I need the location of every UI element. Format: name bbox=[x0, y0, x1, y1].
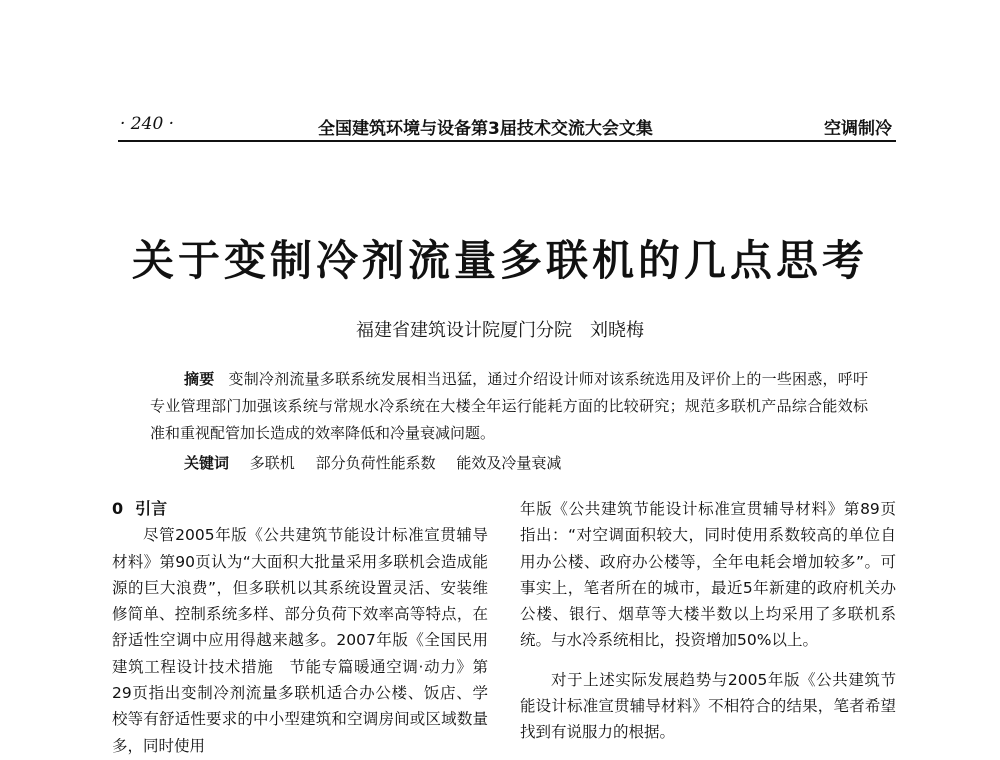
article-title: 关于变制冷剂流量多联机的几点思考 bbox=[131, 236, 868, 285]
keywords-label: 关键词 bbox=[184, 454, 230, 472]
keyword: 多联机 bbox=[249, 454, 295, 472]
abstract-label: 摘要 bbox=[184, 370, 215, 388]
author-name: 刘晓梅 bbox=[590, 320, 644, 341]
section-name: 空调制冷 bbox=[824, 119, 892, 139]
keyword: 部分负荷性能系数 bbox=[315, 454, 436, 472]
body-paragraph: 年版《公共建筑节能设计标准宣贯辅导材料》第89页指出：“对空调面积较大，同时使用系数较高的单位自用办公楼、政府办公楼等，全年电耗会增加较多”。可事实上，笔者所在的城市，最近5年新建的政府机关办公楼、银行、烟草等大楼半数以上均采用了多联机系统。与水冷系统相比，投资增加50%以上。 bbox=[520, 500, 896, 650]
body-paragraph: 尽管2005年版《公共建筑节能设计标准宣贯辅导材料》第90页认为“大面积大批量采用多联机会造成能源的巨大浪费”，但多联机以其系统设置灵活、安装维修简单、控制系统多样、部分负荷下效率高等特点，在舒适性空调中应用得越来越多。2007年版《全国民用建筑工程设计技术措施 节能专篇暖通空调·动力》第29页指出变制冷剂流量多联机适合办公楼、饭店、学校等有舒适性要求的中小型建筑和空调房间或区域数量多，同时使用 bbox=[112, 526, 488, 755]
right-column bbox=[520, 496, 896, 746]
page-number: · 240 · bbox=[120, 114, 175, 134]
abstract-text: 变制冷剂流量多联系统发展相当迅猛，通过介绍设计师对该系统选用及评价上的一些困惑，呼吁专业管理部门加强该系统与常规水冷系统在大楼全年运行能耗方面的比较研究；规范多联机产品综合能效标准和重视配管加长造成的效率降低和冷量衰减问题。 bbox=[150, 370, 868, 442]
section-heading bbox=[112, 496, 488, 522]
body-paragraph: 对于上述实际发展趋势与2005年版《公共建筑节能设计标准宣贯辅导材料》不相符合的结果，笔者希望找到有说服力的根据。 bbox=[520, 670, 896, 742]
journal-title: 全国建筑环境与设备第3届技术交流大会文集 bbox=[318, 119, 653, 139]
section-title: 引言 bbox=[135, 499, 168, 518]
running-header bbox=[118, 112, 896, 138]
section-number: 0 bbox=[112, 499, 124, 518]
header-rule bbox=[118, 140, 896, 142]
abstract bbox=[150, 366, 868, 447]
left-column bbox=[112, 496, 488, 759]
affiliation: 福建省建筑设计院厦门分院 bbox=[356, 320, 572, 341]
byline bbox=[0, 316, 1000, 342]
keywords bbox=[184, 450, 577, 477]
keyword: 能效及冷量衰减 bbox=[456, 454, 562, 472]
